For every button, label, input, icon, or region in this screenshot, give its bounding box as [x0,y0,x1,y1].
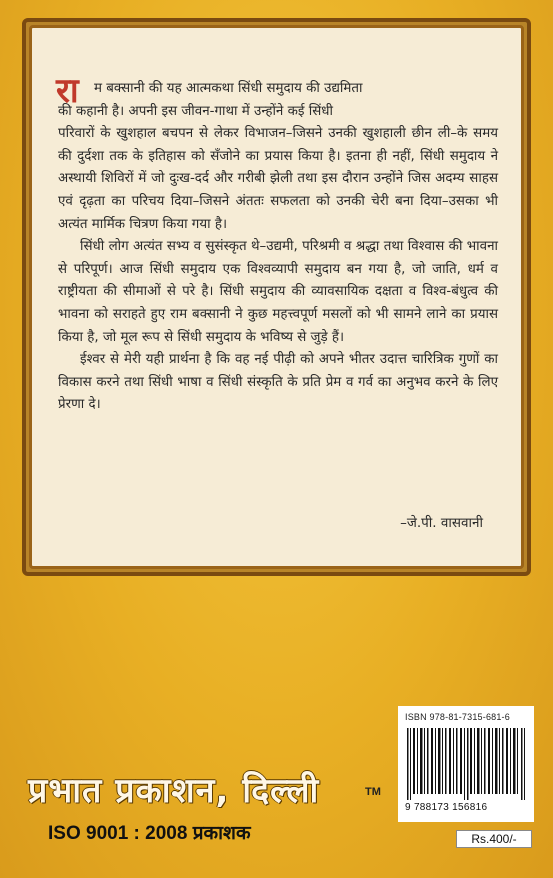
blurb-text [56,71,498,417]
blurb-paragraph-2: सिंधी लोग अत्यंत सभ्य व सुसंस्कृत थे–उद्यमी, परिश्रमी व श्रद्धा तथा विश्वास की भावना से परिपूर्ण। आज सिंधी समुदाय एक विश्वव्यापी समुदाय बन गया है, जो जाति, धर्म व राष्ट्रीयता की सीमाओं से परे है। सिंधी समुदाय की व्यावसायिक दक्षता व विश्व-बंधुत्व की भावना को सराहते हुए राम बक्सानी ने कुछ महत्त्वपूर्ण मसलों को भी सामने लाने का प्रयास किया है, जो मूल रूप से सिंधी समुदाय के भविष्य से जुड़े हैं। [58,239,498,345]
drop-cap: रा [56,71,79,111]
blurb-paragraph-3: ईश्वर से मेरी यही प्रार्थना है कि वह नई पीढ़ी को अपने भीतर उदात्त चारित्रिक गुणों का विकास करने तथा सिंधी भाषा व सिंधी संस्कृति के प्रति प्रेम व गर्व का अनुभव करने के लिए प्रेरणा दे। [58,352,498,413]
blurb-paragraph-1 [56,71,498,236]
blurb-paragraph-1-rest: परिवारों के खुशहाल बचपन से लेकर विभाजन–जिसने उनकी खुशहाली छीन ली–के समय की दुर्दशा तक के इतिहास को सँजोने का प्रयास किया है। इतना ही नहीं, सिंधी समुदाय ने अस्थायी शिविरों में जो दुःख-दर्द और गरीबी झेली तथा इस दौरान उन्होंने जिस अदम्य साहस एवं दृढ़ता का परिचय दिया–जिसने अंततः सफलता को उनकी चेरी बना दिया–उसका भी अत्यंत मार्मिक चित्रण किया गया है। [58,126,498,232]
barcode-number: 9 788173 156816 [405,802,488,813]
trademark-mark: TM [365,786,381,798]
blurb-line-2: की कहानी है। अपनी इस जीवन-गाथा में उन्होंने कई सिंधी [58,103,333,119]
blurb-line-1: म बक्सानी की यह आत्मकथा सिंधी समुदाय की उद्यमिता [94,81,363,96]
barcode-icon [405,728,529,800]
iso-certification: ISO 9001 : 2008 प्रकाशक [48,823,251,844]
isbn-label: ISBN 978-81-7315-681-6 [405,712,510,722]
price-label: Rs.400/- [456,830,532,848]
publisher-name: प्रभात प्रकाशन, दिल्ली [28,771,320,811]
author-signature: –जे.पी. वासवानी [400,515,483,531]
